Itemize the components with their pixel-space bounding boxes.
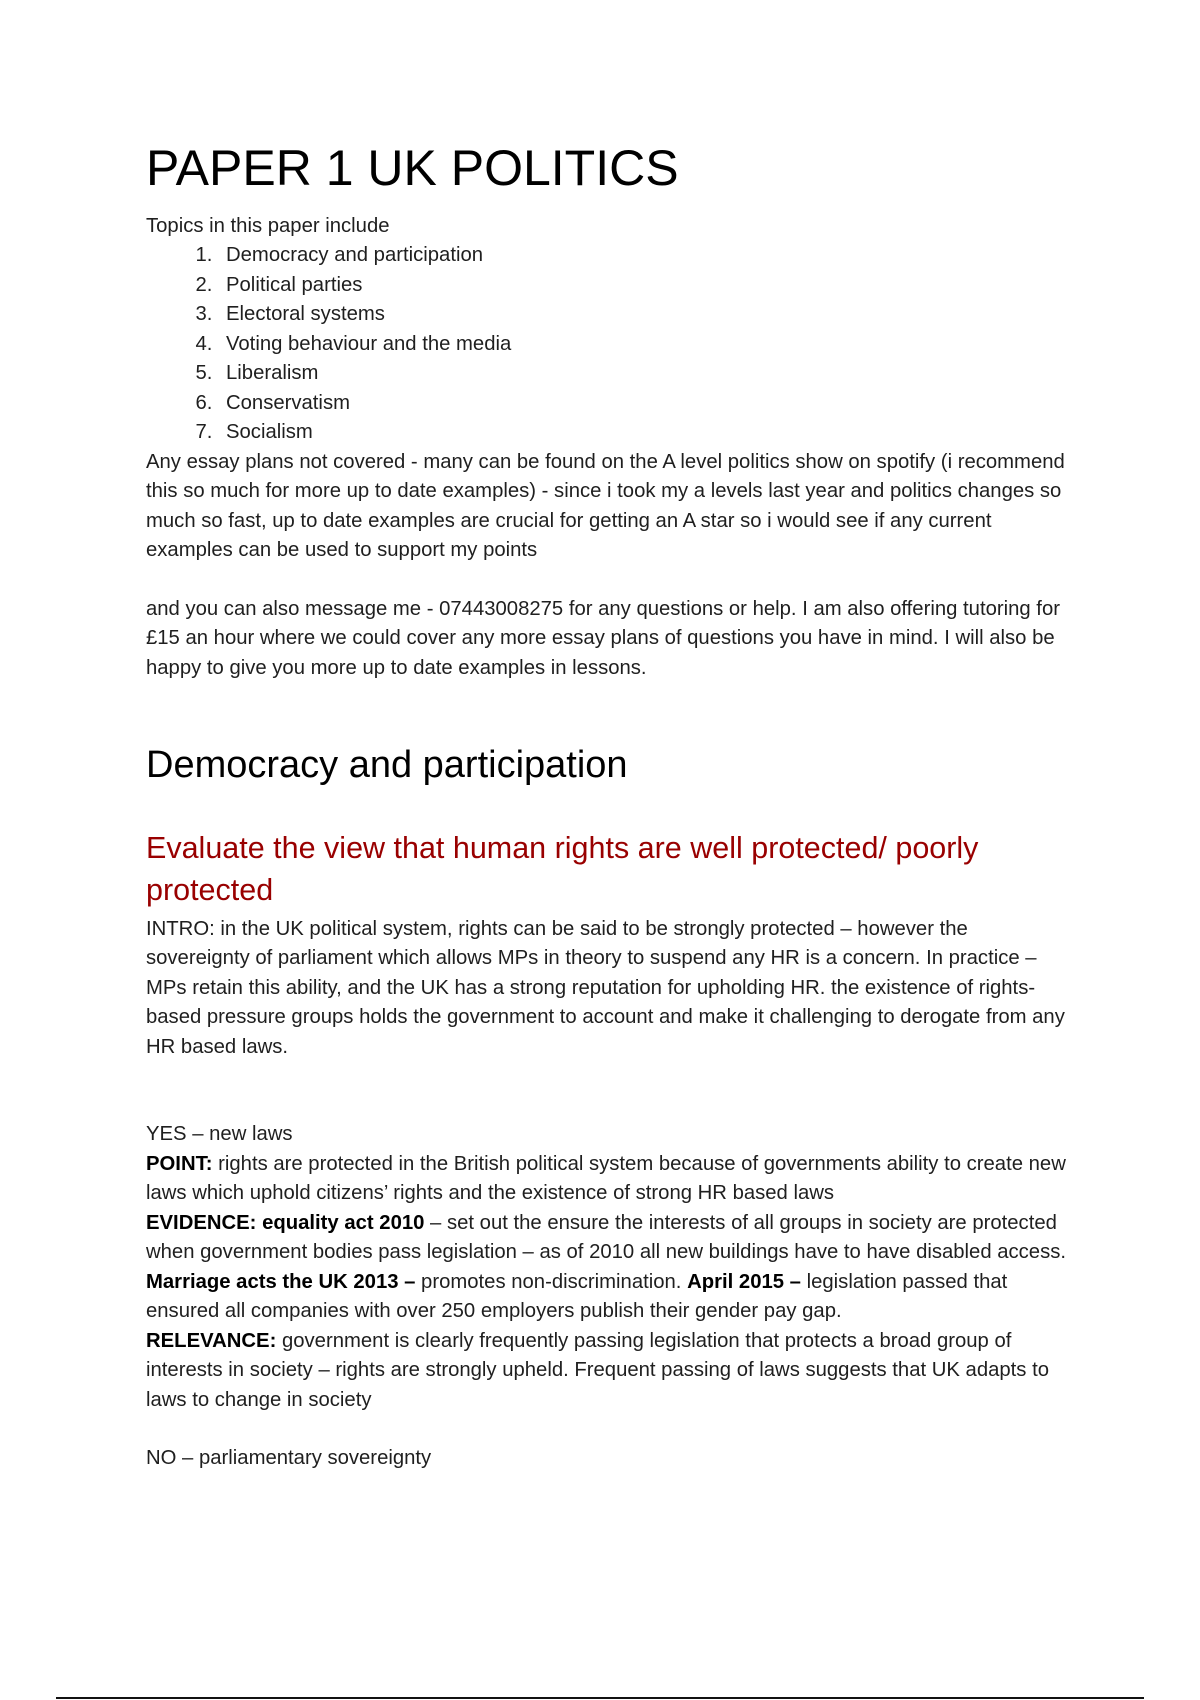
spacer (146, 1062, 1066, 1120)
spacer (146, 1415, 1066, 1444)
no-heading: NO – parliamentary sovereignty (146, 1447, 432, 1470)
topic-item: 6. Conservatism (218, 389, 1066, 419)
topics-list (146, 241, 1066, 448)
topic-item: 4. Voting behaviour and the media (218, 330, 1066, 360)
essay-question-heading: Evaluate the view that human rights are well protected/ poorly protected (146, 830, 979, 907)
relevance-text: government is clearly frequently passing legislation that protects a broad group of interests in society – rights are strongly upheld. Frequent passing of laws suggests that UK adapts to laws to change in society (146, 1329, 1050, 1411)
evidence-label: EVIDENCE: equality act 2010 (146, 1211, 425, 1234)
document-page (146, 140, 1066, 1474)
essay-plans-paragraph: Any essay plans not covered - many can be found on the A level politics show on spotify (i recommend this so much for more up to date examples) - since i took my a levels last year and politics changes so much so fast, up to date examples are crucial for getting an A star so i would see if any current examples can be used to support my points (146, 450, 1065, 561)
page-bottom-rule (56, 1697, 1144, 1699)
relevance-label: RELEVANCE: (146, 1329, 277, 1352)
section-heading: Democracy and participation (146, 744, 628, 786)
intro-paragraph: INTRO: in the UK political system, rights can be said to be strongly protected – however the sovereignty of parliament which allows MPs in theory to suspend any HR is a concern. In practice – MPs retain this ability, and the UK has a strong reputation for upholding HR. the existence of rights-based pressure groups holds the government to account and make it challenging to derogate from any HR based laws. (146, 917, 1065, 1058)
yes-heading: YES – new laws (146, 1123, 293, 1146)
evidence-text: promotes non-discrimination. (415, 1270, 688, 1293)
evidence-bold: Marriage acts the UK 2013 – (146, 1270, 416, 1293)
contact-paragraph: and you can also message me - 07443008275 for any questions or help. I am also offering tutoring for £15 an hour where we could cover any more essay plans of questions you have in mind. I will also be happy to give you more up to date examples in lessons. (146, 597, 1060, 679)
spacer (146, 566, 1066, 595)
evidence-paragraph (146, 1209, 1066, 1327)
document-title: PAPER 1 UK POLITICS (146, 140, 679, 196)
point-label: POINT: (146, 1152, 213, 1175)
evidence-bold: April 2015 – (687, 1270, 801, 1293)
point-text: rights are protected in the British political system because of governments ability to create new laws which uphold citizens’ rights and the existence of strong HR based laws (146, 1152, 1066, 1205)
topic-item: 2. Political parties (218, 271, 1066, 301)
topic-item: 3. Electoral systems (218, 300, 1066, 330)
topic-item: 5. Liberalism (218, 359, 1066, 389)
point-paragraph (146, 1150, 1066, 1209)
topic-item: 1. Democracy and participation (218, 241, 1066, 271)
evidence-text: – set out the ensure the interests of all groups in society are protected when government bodies pass legislation – as of 2010 all new buildings have to have disabled access. (146, 1211, 1067, 1264)
topics-intro: Topics in this paper include (146, 214, 390, 237)
relevance-paragraph (146, 1327, 1066, 1416)
topic-item: 7. Socialism (218, 418, 1066, 448)
evidence-text: legislation passed that ensured all companies with over 250 employers publish their gender pay gap. (146, 1270, 1008, 1323)
